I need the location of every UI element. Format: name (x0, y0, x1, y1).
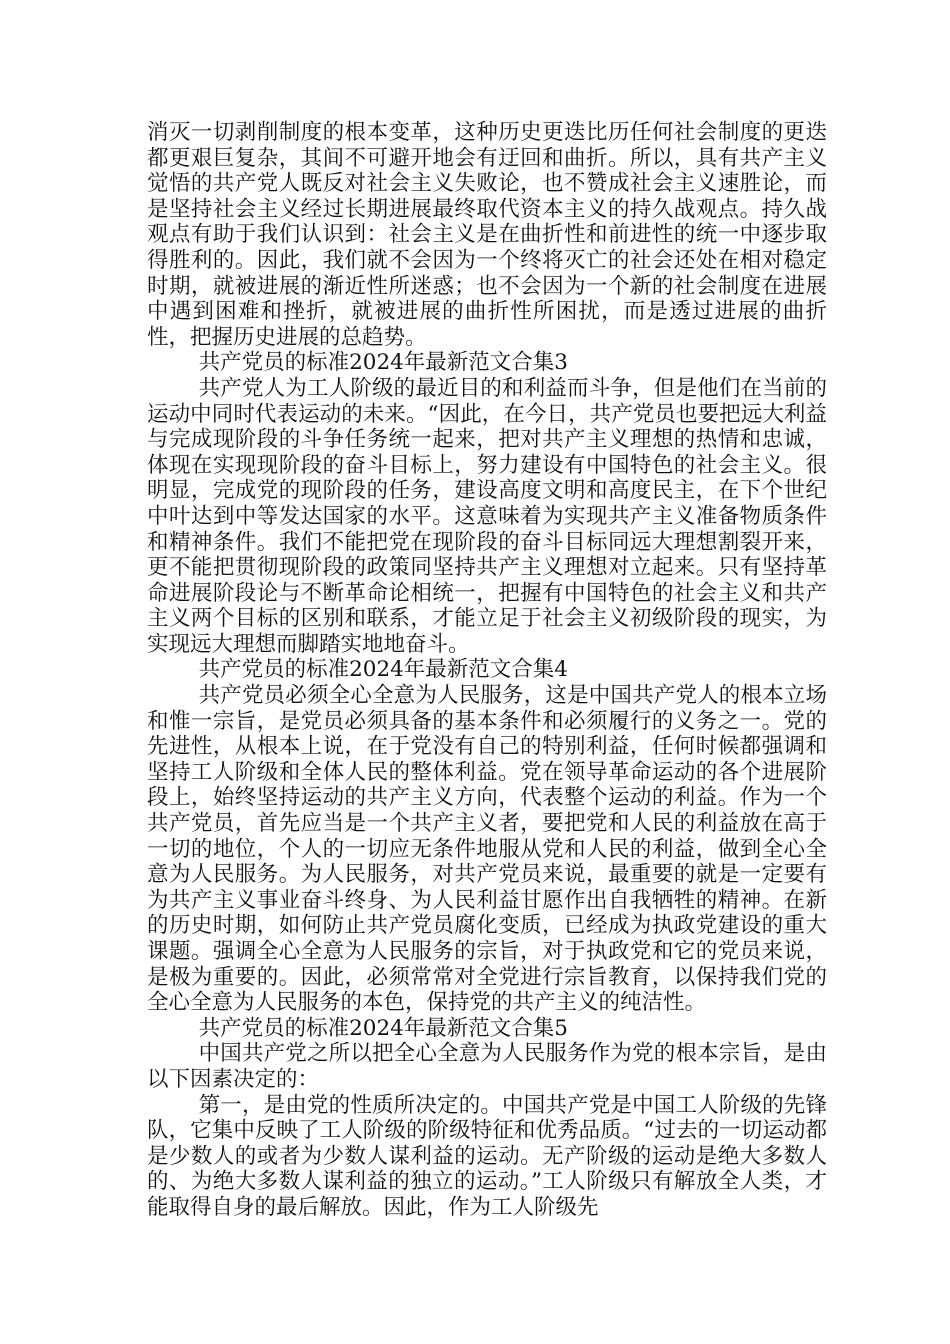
section-heading-4: 共产党员的标准2024年最新范文合集4 (198, 657, 568, 683)
paragraph-section-5-first: 第一，是由党的性质所决定的。中国共产党是中国工人阶级的先锋队，它集中反映了工人阶级的阶级特征和优秀品质。“过去的一切运动都是少数人的或者为少数人谋利益的运动。无产阶级的运动是绝大多数人的、为绝大多数人谋利益的独立的运动。”工人阶级只有解放全人类，才能取得自身的最后解放。因此，作为工人阶级先 (147, 1092, 827, 1220)
document-page (147, 120, 827, 1221)
paragraph-section-5-intro: 中国共产党之所以把全心全意为人民服务作为党的根本宗旨，是由以下因素决定的： (147, 1041, 827, 1092)
paragraph-section-3: 共产党人为工人阶级的最近目的和利益而斗争，但是他们在当前的运动中同时代表运动的未来。“因此，在今日，共产党员也要把远大利益与完成现阶段的斗争任务统一起来，把对共产主义理想的热情和忠诚，体现在实现现阶段的奋斗目标上，努力建设有中国特色的社会主义。很明显，完成党的现阶段的任务，建设高度文明和高度民主，在下个世纪中叶达到中等发达国家的水平。这意味着为实现共产主义准备物质条件和精神条件。我们不能把党在现阶段的奋斗目标同远大理想割裂开来，更不能把贯彻现阶段的政策同坚持共产主义理想对立起来。只有坚持革命进展阶段论与不断革命论相统一，把握有中国特色的社会主义和共产主义两个目标的区别和联系，才能立足于社会主义初级阶段的现实，为实现远大理想而脚踏实地地奋斗。 (147, 375, 827, 657)
paragraph-continuation: 消灭一切剥削制度的根本变革，这种历史更迭比历任何社会制度的更迭都更艰巨复杂，其间不可避开地会有迂回和曲折。所以，具有共产主义觉悟的共产党人既反对社会主义失败论，也不赞成社会主义速胜论，而是坚持社会主义经过长期进展最终取代资本主义的持久战观点。持久战观点有助于我们认识到：社会主义是在曲折性和前进性的统一中逐步取得胜利的。因此，我们就不会因为一个终将灭亡的社会还处在相对稳定时期，就被进展的渐近性所迷惑；也不会因为一个新的社会制度在进展中遇到困难和挫折，就被进展的曲折性所困扰，而是透过进展的曲折性，把握历史进展的总趋势。 (147, 120, 827, 350)
section-heading-3: 共产党员的标准2024年最新范文合集3 (198, 350, 568, 376)
paragraph-section-4: 共产党员必须全心全意为人民服务，这是中国共产党人的根本立场和惟一宗旨，是党员必须具备的基本条件和必须履行的义务之一。党的先进性，从根本上说，在于党没有自己的特别利益，任何时候都强调和坚持工人阶级和全体人民的整体利益。党在领导革命运动的各个进展阶段上，始终坚持运动的共产主义方向，代表整个运动的利益。作为一个共产党员，首先应当是一个共产主义者，要把党和人民的利益放在高于一切的地位，个人的一切应无条件地服从党和人民的利益，做到全心全意为人民服务。为人民服务，对共产党员来说，最重要的就是一定要有为共产主义事业奋斗终身、为人民利益甘愿作出自我牺牲的精神。在新的历史时期，如何防止共产党员腐化变质，已经成为执政党建设的重大课题。强调全心全意为人民服务的宗旨，对于执政党和它的党员来说，是极为重要的。因此，必须常常对全党进行宗旨教育，以保持我们党的全心全意为人民服务的本色，保持党的共产主义的纯洁性。 (147, 683, 827, 1016)
section-heading-5: 共产党员的标准2024年最新范文合集5 (198, 1015, 568, 1041)
